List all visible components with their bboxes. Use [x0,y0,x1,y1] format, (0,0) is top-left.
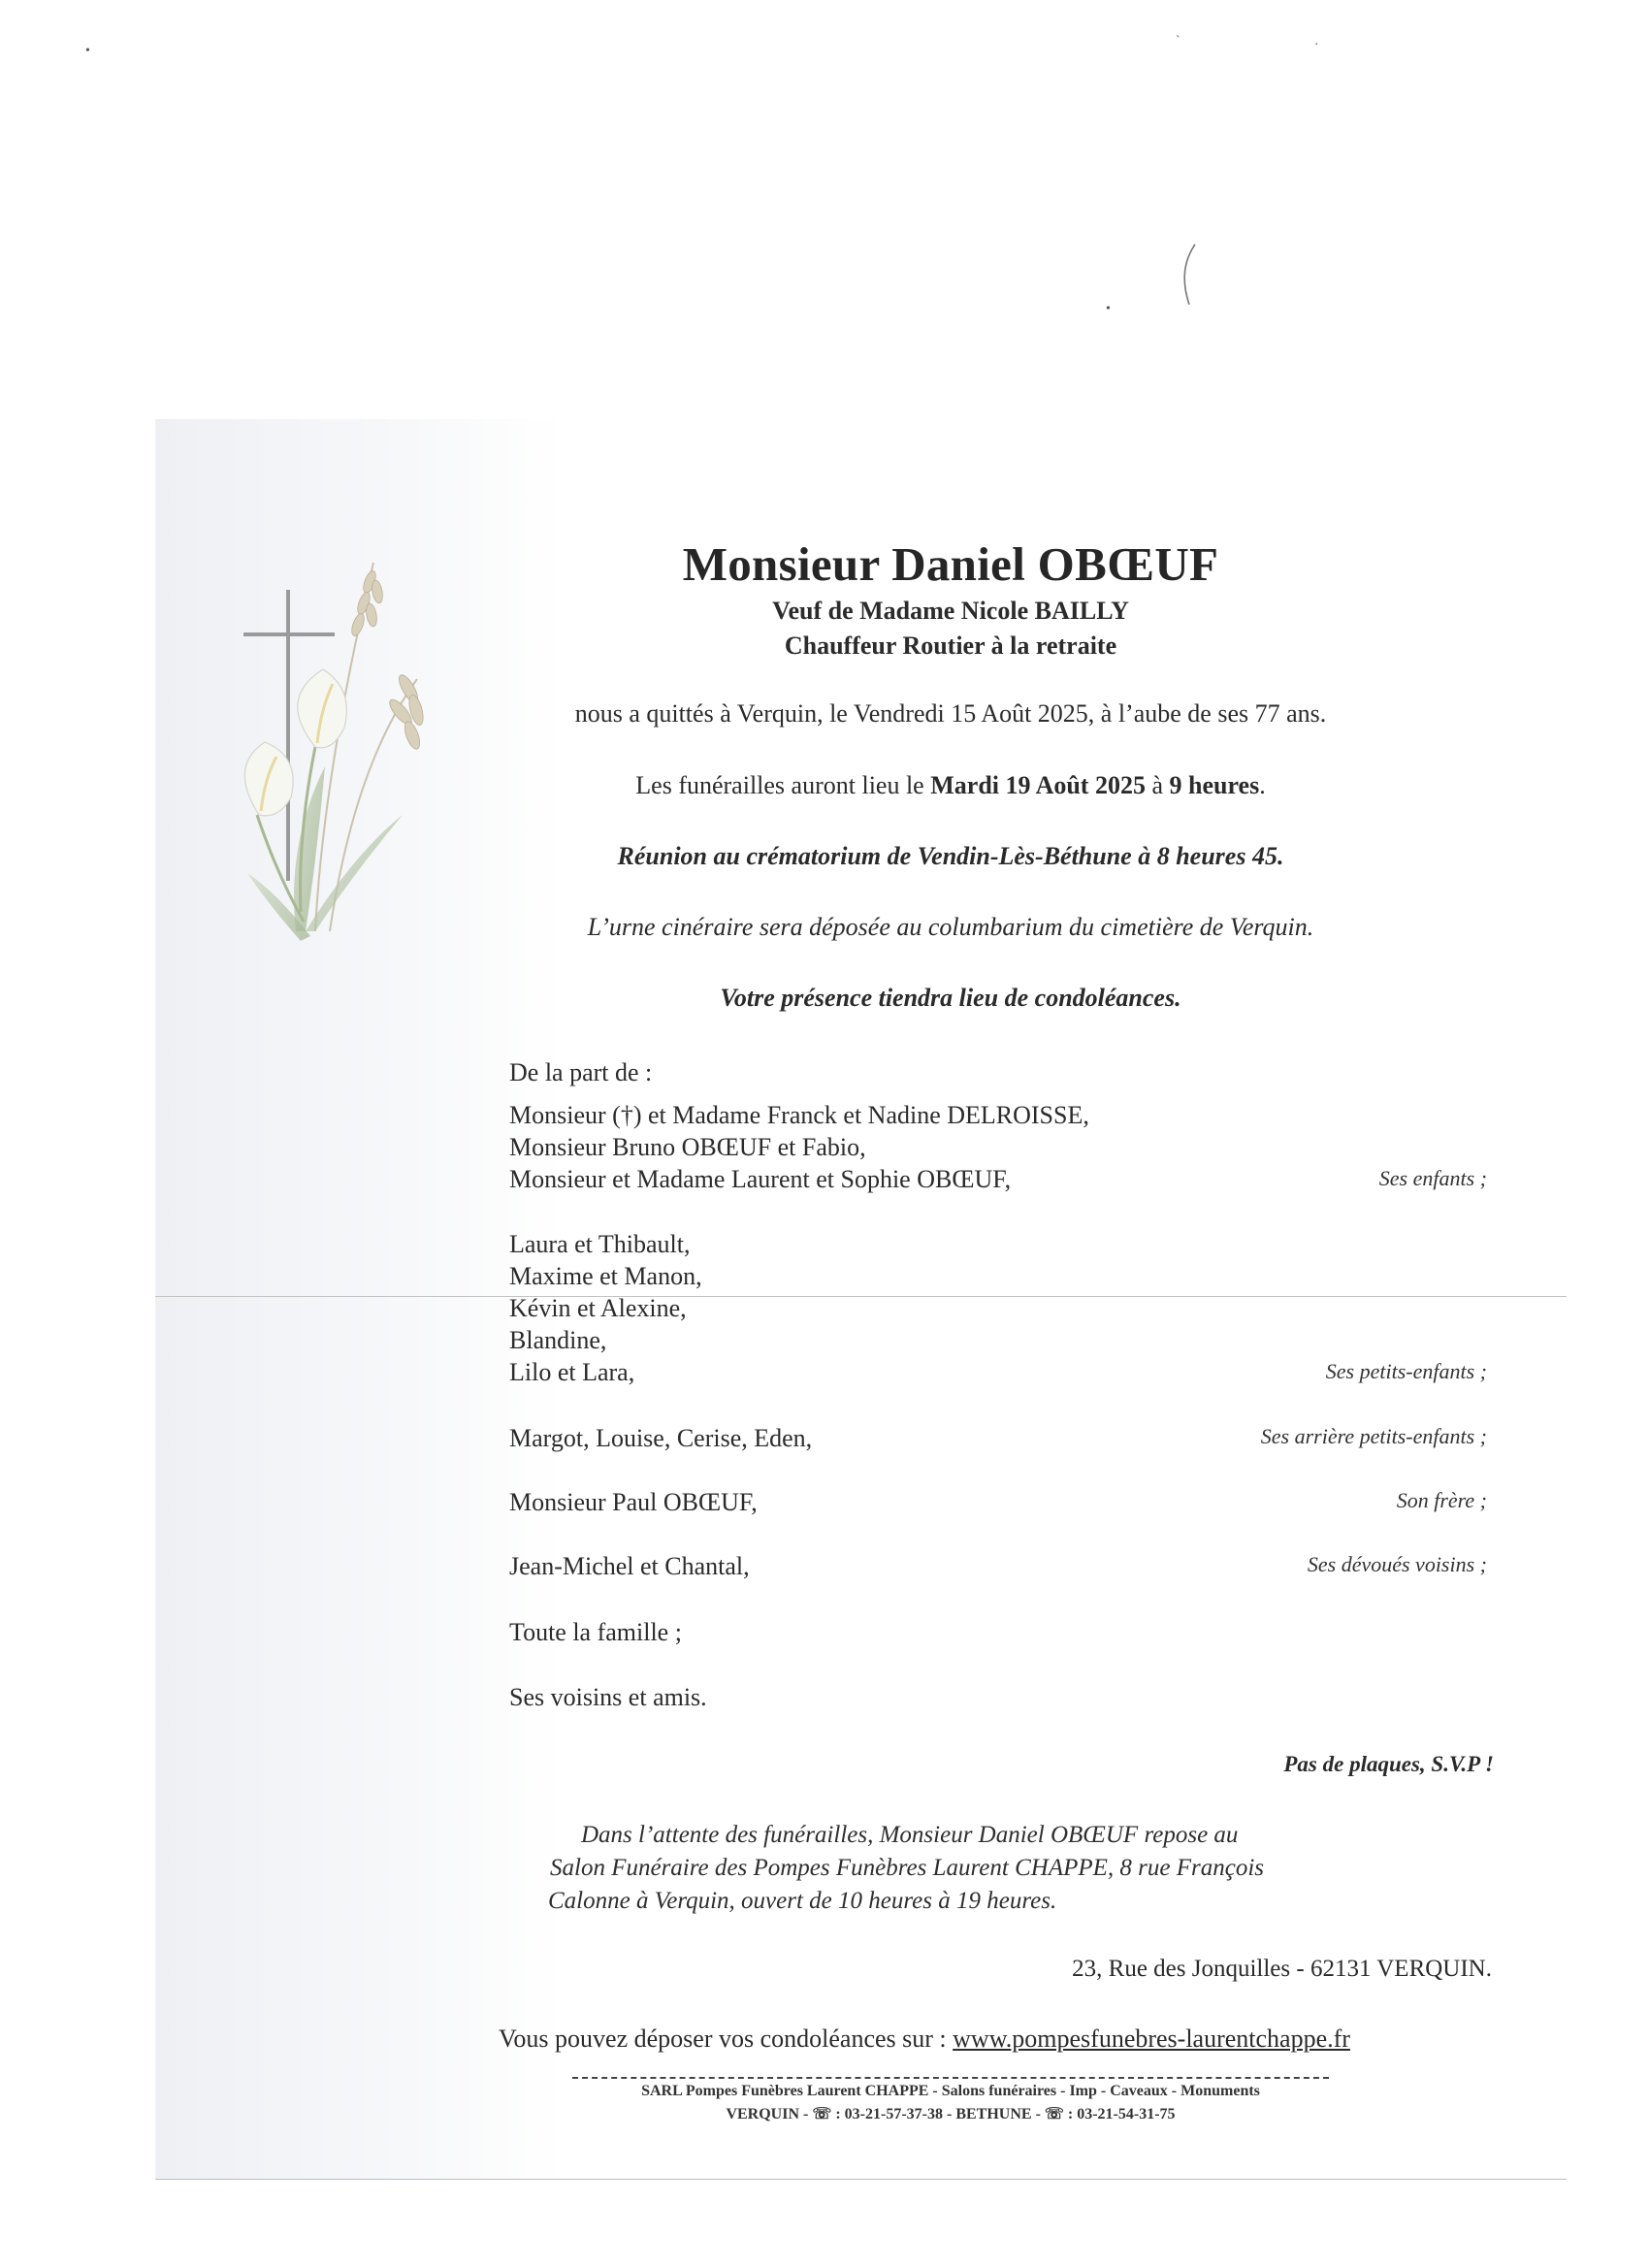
funeral-suffix: . [1259,771,1266,799]
widower-of: Veuf de Madame Nicole BAILLY [772,597,1129,625]
scan-speck: • [1106,302,1111,316]
profession: Chauffeur Routier à la retraite [784,632,1117,660]
repose-line: Dans l’attente des funérailles, Monsieur Daniel OBŒUF repose au [581,1822,1239,1848]
children-line: Monsieur Bruno OBŒUF et Fabio, [509,1133,866,1161]
footer-divider [572,2077,1329,2079]
grandchildren-line: Lilo et Lara, [509,1358,635,1386]
presence-note: Votre présence tiendra lieu de condoléances. [720,984,1181,1012]
grandchildren-line: Blandine, [509,1326,607,1354]
brother-label: Son frère ; [1396,1488,1487,1512]
children-line: Monsieur et Madame Laurent et Sophie OBŒUF, [509,1165,1012,1193]
whole-family-line: Toute la famille ; [509,1618,682,1646]
neighbors-label: Ses dévoués voisins ; [1307,1552,1487,1576]
funeral-home-phones: VERQUIN - ☏ : 03-21-57-37-38 - BETHUNE - ☏ : 03-21-54-31-75 [726,2106,1176,2122]
funeral-date-line [466,771,1436,800]
neighbors-line: Jean-Michel et Chantal, [509,1552,750,1580]
scan-speck: ˋ [1176,34,1180,49]
condolences-prefix: Vous pouvez déposer vos condoléances sur : [499,2025,954,2053]
deceased-name: Monsieur Daniel OBŒUF [682,537,1219,591]
children-label: Ses enfants ; [1378,1166,1487,1190]
funeral-mid: à [1145,771,1170,799]
cross-calla-lily-wheat-icon [209,524,451,980]
funeral-time: 9 heures [1169,771,1260,799]
death-announcement: nous a quittés à Verquin, le Vendredi 15 Août 2025, à l’aube de ses 77 ans. [574,699,1327,728]
family-address: 23, Rue des Jonquilles - 62131 VERQUIN. [1072,1956,1492,1982]
urn-placement: L’urne cinéraire sera déposée au columbarium du cimetière de Verquin. [587,913,1314,941]
online-condolences [499,2025,1350,2054]
from-intro: De la part de : [509,1058,653,1086]
great-grandchildren-label: Ses arrière petits-enfants ; [1260,1424,1487,1448]
funeral-date: Mardi 19 Août 2025 [930,771,1146,799]
no-plaques-note: Pas de plaques, S.V.P ! [1283,1752,1494,1776]
scan-speck: • [85,44,90,58]
great-grandchildren-line: Margot, Louise, Cerise, Eden, [509,1424,813,1452]
grandchildren-line: Maxime et Manon, [509,1262,702,1290]
fold-line [155,1296,1567,1297]
repose-line: Calonne à Verquin, ouvert de 10 heures à 19 heures. [548,1888,1057,1914]
condolences-link[interactable]: www.pompesfunebres-laurentchappe.fr [953,2025,1350,2053]
funeral-prefix: Les funérailles auront lieu le [635,771,931,799]
grandchildren-label: Ses petits-enfants ; [1325,1359,1487,1383]
scan-speck: · [1314,38,1319,52]
funeral-home-line: SARL Pompes Funèbres Laurent CHAPPE - Salons funéraires - Imp - Caveaux - Monuments [641,2083,1260,2099]
grandchildren-line: Laura et Thibault, [509,1230,691,1258]
repose-line: Salon Funéraire des Pompes Funèbres Laurent CHAPPE, 8 rue François [550,1855,1265,1881]
friends-line: Ses voisins et amis. [509,1683,707,1711]
crematorium-meeting: Réunion au crématorium de Vendin-Lès-Béthune à 8 heures 45. [617,842,1284,870]
children-line: Monsieur (†) et Madame Franck et Nadine DELROISSE, [509,1101,1089,1129]
grandchildren-line: Kévin et Alexine, [509,1294,687,1322]
brother-line: Monsieur Paul OBŒUF, [509,1488,758,1516]
scan-mark [1172,241,1201,310]
